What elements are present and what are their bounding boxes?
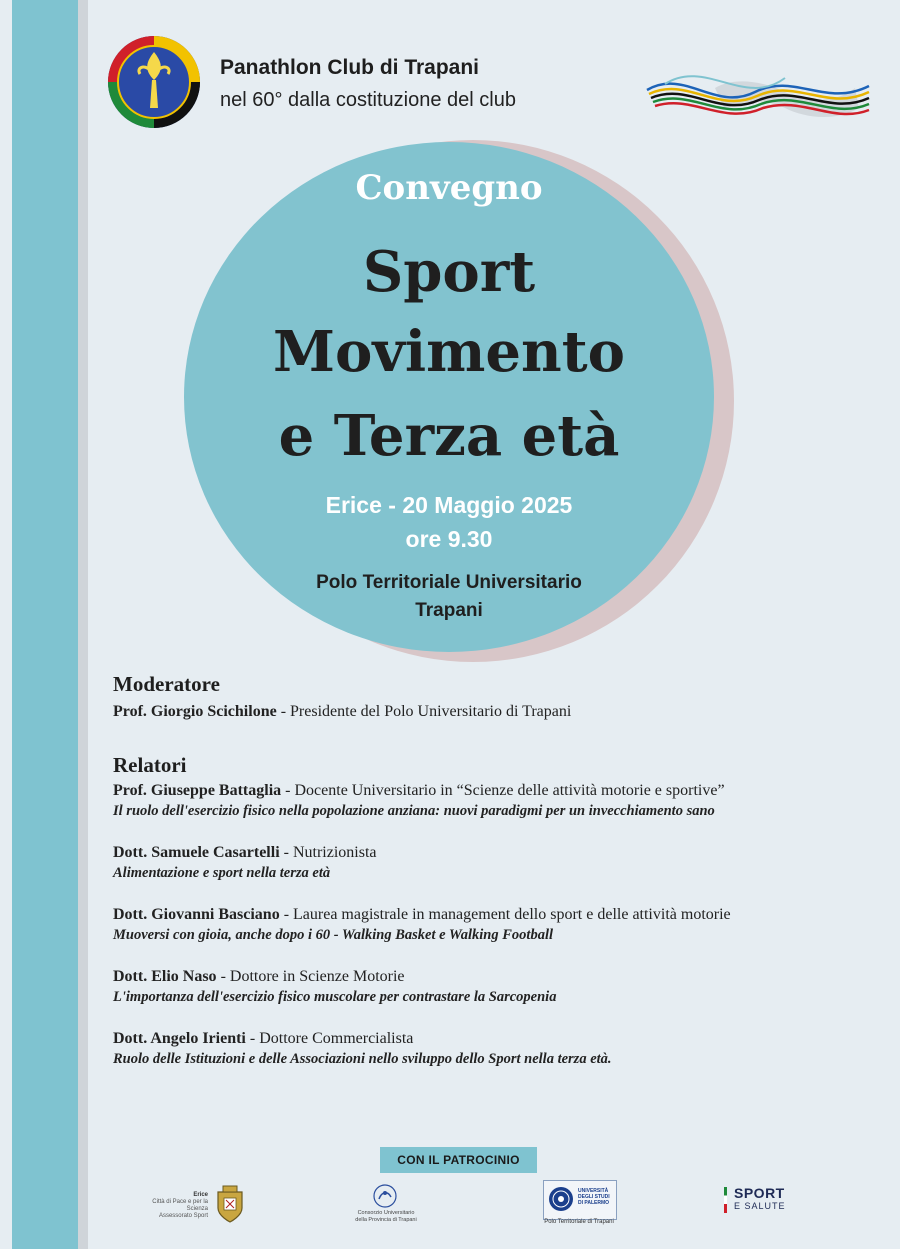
polo-caption: Polo Territoriale di Trapani (544, 1219, 614, 1225)
speaker-role: Laurea magistrale in management dello sport e delle attività motorie (293, 906, 731, 923)
event-title-line-3: e Terza età (278, 403, 620, 469)
speaker-topic: Il ruolo dell'esercizio fisico nella popolazione anziana: nuovi paradigmi per un invecchiamento sano (113, 803, 715, 819)
olympic-waves-icon (645, 48, 871, 132)
erice-crest-icon (214, 1184, 246, 1224)
speaker-item (113, 844, 883, 882)
event-title-line-1: Sport (362, 239, 536, 305)
speaker-topic: Alimentazione e sport nella terza età (113, 865, 331, 881)
speaker-role: Dottore in Scienze Motorie (229, 968, 405, 985)
unipa-logo (543, 1180, 617, 1220)
speaker-item (113, 968, 883, 1006)
speaker-name: Dott. Angelo Irienti (113, 1030, 246, 1047)
event-venue-line-2: Trapani (415, 600, 483, 621)
italian-flag-icon (724, 1187, 727, 1213)
program-section (113, 672, 883, 1068)
erice-line-2: Assessorato Sport (158, 1213, 208, 1219)
moderator-role: Presidente del Polo Universitario di Trapani (290, 703, 572, 720)
speaker-role: Docente Universitario in “Scienze delle attività motorie e sportive” (294, 782, 725, 799)
sport-line-2: E SALUTE (734, 1201, 786, 1211)
club-name: Panathlon Club di Trapani (220, 56, 480, 79)
consorzio-logo-icon (372, 1183, 398, 1209)
unipa-text (578, 1188, 610, 1206)
sport-line-1: SPORT (734, 1185, 785, 1201)
sport-e-salute-logo (724, 1186, 786, 1211)
speakers-heading: Relatori (113, 753, 187, 777)
event-kind: Convegno (355, 168, 543, 208)
club-anniversary: nel 60° dalla costituzione del club (220, 89, 516, 111)
left-accent-bar (12, 0, 78, 1249)
speaker-item (113, 782, 883, 820)
speaker-topic: Ruolo delle Istituzioni e delle Associazioni nello sviluppo dello Sport nella terza età. (113, 1051, 612, 1067)
speaker-line: Prof. Giuseppe Battaglia - Docente Universitario in “Scienze delle attività motorie e sportive” (113, 782, 725, 799)
left-accent-shadow (78, 0, 88, 1249)
speaker-topic: Muoversi con gioia, anche dopo i 60 - Walking Basket e Walking Football (113, 927, 554, 943)
speaker-role: Dottore Commercialista (259, 1030, 414, 1047)
speaker-line: Dott. Angelo Irienti - Dottore Commercialista (113, 1030, 414, 1047)
unipa-line-3: DI PALERMO (578, 1200, 610, 1206)
moderator-name: Prof. Giorgio Scichilone (113, 703, 277, 720)
moderator-heading: Moderatore (113, 672, 220, 696)
event-time: ore 9.30 (405, 526, 493, 552)
speaker-line: Dott. Elio Naso - Dottore in Scienze Motorie (113, 968, 405, 985)
speaker-item (113, 906, 883, 944)
unipa-line-2: DEGLI STUDI (578, 1194, 610, 1200)
speaker-name: Dott. Elio Naso (113, 968, 217, 985)
panathlon-torch-icon (106, 34, 202, 130)
erice-sponsor-text (130, 1192, 208, 1220)
patronage-badge: CON IL PATROCINIO (380, 1147, 537, 1173)
speaker-item (113, 1030, 883, 1068)
speaker-name: Dott. Samuele Casartelli (113, 844, 280, 861)
unipa-line-1: UNIVERSITÀ (578, 1188, 609, 1194)
speaker-line: Dott. Giovanni Basciano - Laurea magistrale in management dello sport e delle attività motorie (113, 906, 731, 923)
moderator-line: Prof. Giorgio Scichilone - Presidente del Polo Universitario di Trapani (113, 703, 572, 720)
speaker-line: Dott. Samuele Casartelli - Nutrizionista (113, 844, 377, 861)
consorzio-line-1: Consorzio Universitario (357, 1210, 415, 1216)
consorzio-text (352, 1210, 420, 1224)
unipa-seal-icon (547, 1185, 575, 1213)
event-title-line-2: Movimento (273, 319, 625, 385)
event-date: Erice - 20 Maggio 2025 (325, 492, 573, 518)
speaker-name: Dott. Giovanni Basciano (113, 906, 280, 923)
event-venue-line-1: Polo Territoriale Universitario (316, 572, 582, 593)
speaker-topic: L'importanza dell'esercizio fisico muscolare per contrastare la Sarcopenia (113, 989, 557, 1005)
consorzio-line-2: della Provincia di Trapani (355, 1217, 417, 1223)
speaker-name: Prof. Giuseppe Battaglia (113, 782, 282, 799)
erice-title: Erice (193, 1192, 208, 1198)
erice-line-1: Città di Pace e per la Scienza (152, 1199, 208, 1212)
speaker-role: Nutrizionista (292, 844, 377, 861)
